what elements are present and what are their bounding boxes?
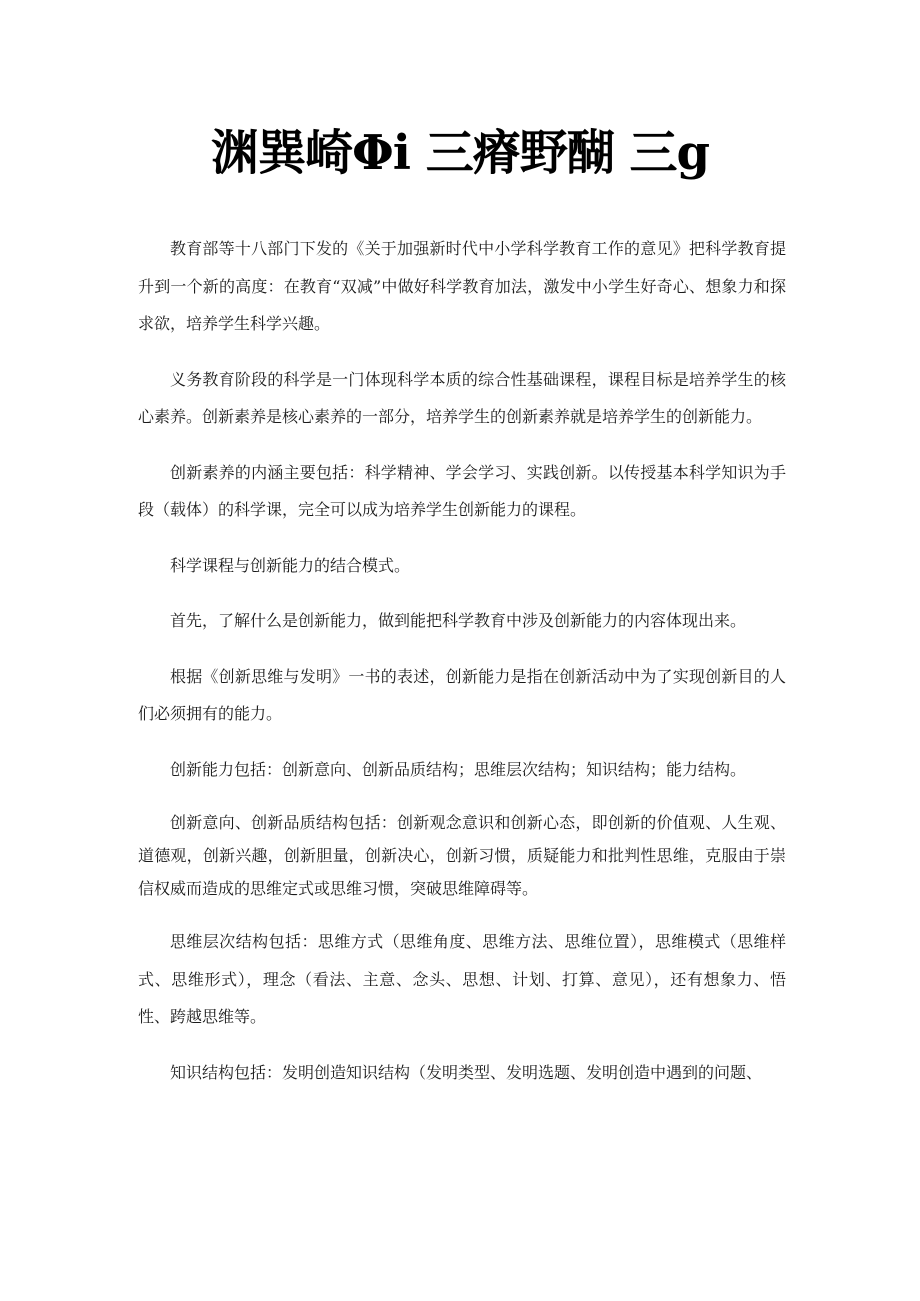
paragraph-6: 根据《创新思维与发明》一书的表述，创新能力是指在创新活动中为了实现创新目的人们必须拥有的能力。 [138, 666, 786, 723]
paragraph-4: 科学课程与创新能力的结合模式。 [170, 555, 411, 575]
paragraph-9: 思维层次结构包括：思维方式（思维角度、思维方法、思维位置），思维模式（思维样式、思维形式），理念（看法、主意、念头、思想、计划、打算、意见），还有想象力、悟性、跨越思维等。 [138, 932, 786, 1026]
document-title: 渊巽崎Φi 三瘠野醐 三g [210, 125, 710, 181]
paragraph-10: 知识结构包括：发明创造知识结构（发明类型、发明选题、发明创造中遇到的问题、 [170, 1062, 763, 1082]
paragraph-3: 创新素养的内涵主要包括：科学精神、学会学习、实践创新。以传授基本科学知识为手段（载体）的科学课，完全可以成为培养学生创新能力的课程。 [138, 462, 786, 519]
document-body [138, 230, 786, 1109]
paragraph-5: 首先，了解什么是创新能力，做到能把科学教育中涉及创新能力的内容体现出来。 [170, 611, 747, 630]
paragraph-7: 创新能力包括：创新意向、创新品质结构；思维层次结构；知识结构；能力结构。 [170, 759, 747, 779]
paragraph-8: 创新意向、创新品质结构包括：创新观念意识和创新心态，即创新的价值观、人生观、道德观，创新兴趣，创新胆量，创新决心，创新习惯，质疑能力和批判性思维，克服由于崇信权威而造成的思维定式或思维习惯，突破思维障碍等。 [138, 813, 786, 898]
paragraph-1: 教育部等十八部门下发的《关于加强新时代中小学科学教育工作的意见》把科学教育提升到一个新的高度：在教育“双减”中做好科学教育加法，激发中小学生好奇心、想象力和探求欲，培养学生科学兴趣。 [138, 239, 786, 333]
paragraph-2: 义务教育阶段的科学是一门体现科学本质的综合性基础课程，课程目标是培养学生的核心素养。创新素养是核心素养的一部分，培养学生的创新素养就是培养学生的创新能力。 [138, 369, 786, 426]
